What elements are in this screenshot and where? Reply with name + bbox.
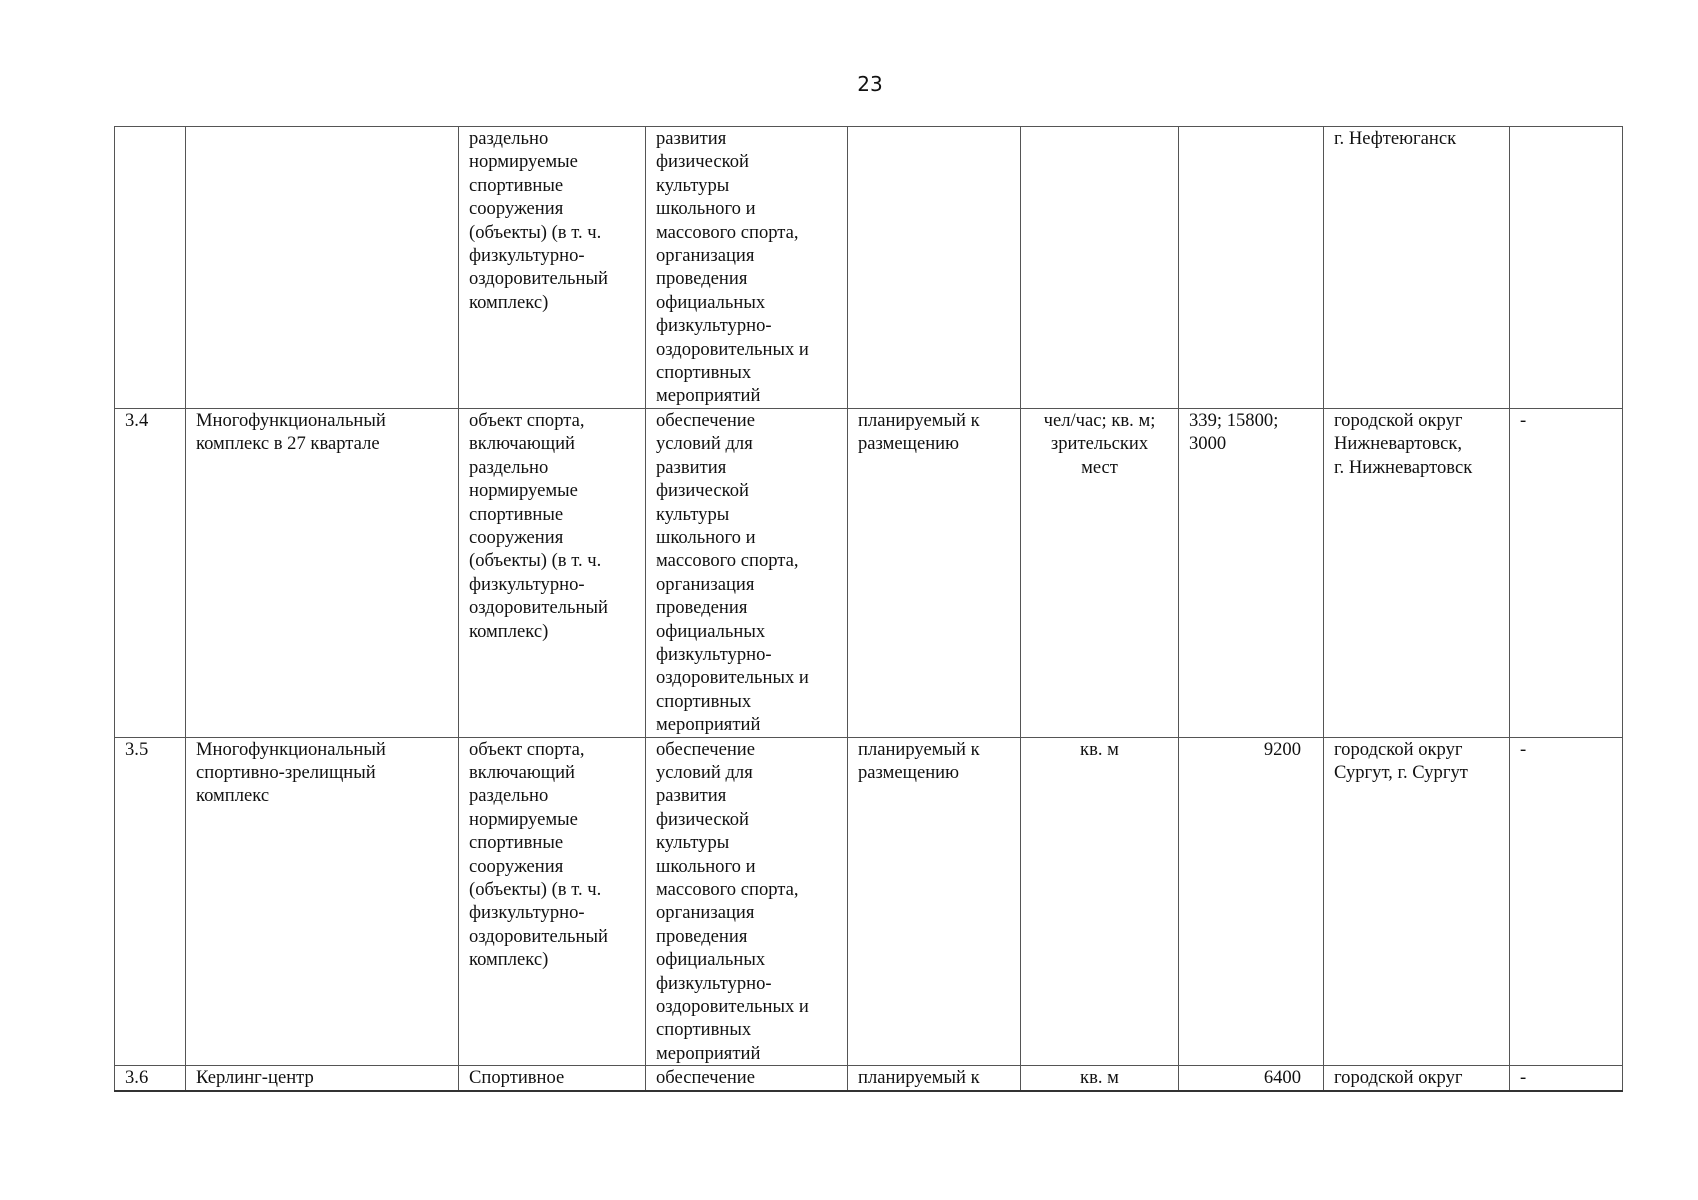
- cell-unit: чел/час; кв. м; зрительских мест: [1021, 408, 1179, 737]
- cell-purpose: обеспечение условий для развития физической культуры школьного и массового спорта, организация проведения официальных физкультурно- оздоровительных и спортивных мероприятий: [646, 737, 848, 1066]
- cell-status: [848, 127, 1021, 409]
- cell-status: планируемый к размещению: [848, 408, 1021, 737]
- table-row: [115, 127, 1623, 409]
- cell-purpose: обеспечение: [646, 1066, 848, 1091]
- cell-location: г. Нефтеюганск: [1324, 127, 1510, 409]
- facilities-table: [114, 126, 1623, 1092]
- cell-name: Многофункциональный комплекс в 27 квартале: [186, 408, 459, 737]
- cell-status: планируемый к размещению: [848, 737, 1021, 1066]
- cell-value: [1179, 127, 1324, 409]
- cell-zone: -: [1510, 737, 1623, 1066]
- cell-purpose: обеспечение условий для развития физической культуры школьного и массового спорта, организация проведения официальных физкультурно- оздоровительных и спортивных мероприятий: [646, 408, 848, 737]
- cell-unit: [1021, 127, 1179, 409]
- table-row: [115, 737, 1623, 1066]
- cell-value: 339; 15800; 3000: [1179, 408, 1324, 737]
- cell-zone: -: [1510, 408, 1623, 737]
- cell-value: 9200: [1179, 737, 1324, 1066]
- cell-type: раздельно нормируемые спортивные сооружения (объекты) (в т. ч. физкультурно- оздоровительный комплекс): [459, 127, 646, 409]
- cell-zone: -: [1510, 1066, 1623, 1091]
- cell-unit: кв. м: [1021, 737, 1179, 1066]
- cell-status: планируемый к: [848, 1066, 1021, 1091]
- cell-location: городской округ Сургут, г. Сургут: [1324, 737, 1510, 1066]
- cell-name: Многофункциональный спортивно-зрелищный комплекс: [186, 737, 459, 1066]
- cell-type: объект спорта, включающий раздельно нормируемые спортивные сооружения (объекты) (в т. ч. физкультурно- оздоровительный комплекс): [459, 737, 646, 1066]
- cell-number: 3.6: [115, 1066, 186, 1091]
- table-row: [115, 408, 1623, 737]
- cell-location: городской округ Нижневартовск, г. Нижневартовск: [1324, 408, 1510, 737]
- cell-number: 3.4: [115, 408, 186, 737]
- table-row: [115, 1066, 1623, 1091]
- cell-value: 6400: [1179, 1066, 1324, 1091]
- cell-zone: [1510, 127, 1623, 409]
- cell-number: [115, 127, 186, 409]
- cell-name: [186, 127, 459, 409]
- cell-location: городской округ: [1324, 1066, 1510, 1091]
- cell-unit: кв. м: [1021, 1066, 1179, 1091]
- cell-number: 3.5: [115, 737, 186, 1066]
- cell-name: Керлинг-центр: [186, 1066, 459, 1091]
- cell-type: Спортивное: [459, 1066, 646, 1091]
- cell-type: объект спорта, включающий раздельно нормируемые спортивные сооружения (объекты) (в т. ч. физкультурно- оздоровительный комплекс): [459, 408, 646, 737]
- cell-purpose: развития физической культуры школьного и массового спорта, организация проведения официальных физкультурно- оздоровительных и спортивных мероприятий: [646, 127, 848, 409]
- page-number: 23: [857, 72, 883, 96]
